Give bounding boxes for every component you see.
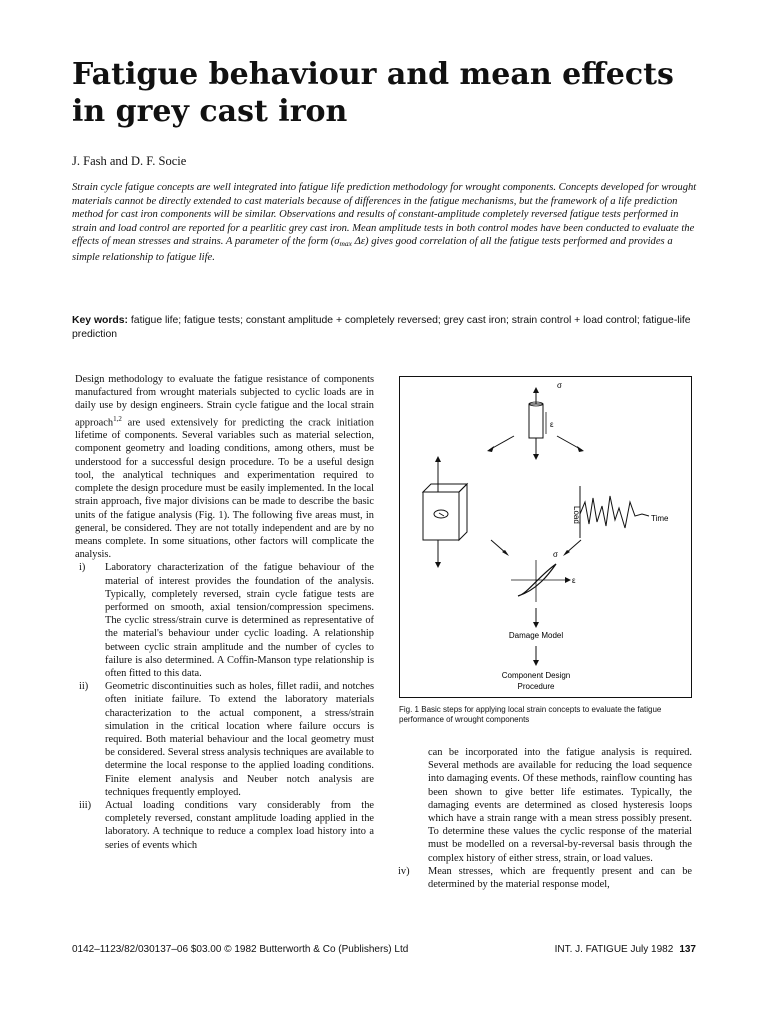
analysis-steps-list-continued — [398, 865, 692, 891]
arrow-diagonal-icon — [487, 446, 494, 452]
arrow-down-icon — [533, 660, 539, 666]
keywords — [72, 314, 702, 341]
list-item-number: ii) — [79, 681, 89, 693]
sigma-label-top: σ — [557, 381, 562, 390]
footer-journal — [555, 944, 696, 955]
arrow-right-icon — [565, 577, 571, 583]
list-item — [75, 561, 374, 680]
analysis-steps-list — [75, 561, 374, 851]
list-item-text: Mean stresses, which are frequently present and can be determined by the material response model, — [428, 865, 692, 891]
arrow-down-icon — [435, 562, 441, 568]
journal-citation: INT. J. FATIGUE July 1982 — [554, 944, 674, 955]
list-item — [398, 865, 692, 891]
figure-border — [400, 377, 692, 698]
authors: J. Fash and D. F. Socie — [72, 154, 187, 168]
load-axis-label: Load — [572, 506, 581, 524]
epsilon-label-top: ε — [550, 420, 554, 429]
procedure-label: Procedure — [517, 682, 555, 691]
damage-model-label: Damage Model — [508, 631, 564, 640]
list-item — [75, 799, 374, 852]
abstract — [72, 181, 702, 265]
list-item-number: i) — [79, 562, 86, 574]
abstract-subscript: max — [339, 239, 353, 249]
intro-paragraph — [75, 373, 374, 561]
figure-1 — [399, 376, 692, 698]
paper-title: Fatigue behaviour and mean effects in grey cast iron — [72, 57, 674, 129]
figure-1-diagram — [399, 376, 692, 698]
keywords-text: fatigue life; fatigue tests; constant amplitude + completely reversed; grey cast iron; strain control + load control; fatigue-life prediction — [72, 315, 691, 340]
keywords-label: Key words: — [72, 315, 129, 326]
continued-paragraph: can be incorporated into the fatigue analysis is required. Several methods are available for reducing the load sequence into damaging events. Of these methods, rainflow counting has been shown to give better life estimates. Typically, the damaging events are determined as closed hysteresis loops which have a strain range with a mean stress possibly present. To determine these values the cyclic response of the material must be modelled on a reversal-by-reversal basis through the complex history of either stress, strain, or load values. — [428, 747, 692, 864]
sigma-label-loop: σ — [553, 550, 558, 559]
intro-text-a: Design methodology to evaluate the fatigue resistance of components manufactured from wrought materials subjected to cyclic loads are in daily use by design engineers. Strain cycle fatigue and the local strain approach — [75, 374, 374, 429]
component-block-icon — [423, 492, 459, 540]
component-design-label: Component Design — [501, 671, 571, 680]
figure-caption: Fig. 1 Basic steps for applying local strain concepts to evaluate the fatigue performance of wrought components — [399, 705, 662, 724]
abstract-text-1: Strain cycle fatigue concepts are well integrated into fatigue life prediction methodology for wrought components. Concepts developed for wrought materials cannot be directly extended to cast materials because of differences in the fatigue mechanisms, but the framework of a life prediction method for cast iron components will be similar. Observations and results of constant-amplitude completely reversed fatigue tests performed in strain and load control are reported for a pearlitic grey cast iron. Mean amplitude tests in both control modes have been conducted to evaluate the effects of mean stresses and strains. A parameter of the form (σ — [72, 182, 697, 248]
list-item-text: Actual loading conditions vary considerably from the completely reversed, constant amplitude loading applied in the laboratory. A technique to reduce a complex load history into a series of events which — [105, 799, 374, 851]
load-history-waveform — [580, 496, 649, 528]
axial-specimen-icon — [529, 404, 543, 438]
left-column — [75, 373, 374, 852]
list-item-text: Laboratory characterization of the fatigue behaviour of the material of interest provides the foundation of the analysis. Typically, completely reversed, strain cycle fatigue tests are performed on smooth, axial tension/compression specimens. The cyclic stress/strain curve is determined as representative of the material's behaviour under cyclic loading. A relationship between cyclic strain amplitude and the number of cycles to failure is also determined. A Coffin-Manson type relationship is often fitted to this data. — [105, 562, 374, 679]
intro-reference: 1,2 — [113, 414, 122, 423]
footer-copyright: 0142–1123/82/030137–06 $03.00 © 1982 Butterworth & Co (Publishers) Ltd — [72, 944, 409, 955]
abstract-text-2: Δε) gives good correlation of all the fatigue tests performed and provides a simple relationship to fatigue life. — [72, 236, 673, 263]
list-item — [75, 680, 374, 799]
list-item-number: iii) — [79, 799, 92, 811]
time-axis-label: Time — [651, 514, 669, 523]
list-item-text: Geometric discontinuities such as holes, fillet radii, and notches often initiate failure. To extend the laboratory materials characterization to the actual component, a stress/strain simulation in the critical location where failure occurs is required. Both material behaviour and the local geometry must be considered. Several stress analysis techniques are available to determine the local response to the applied loading conditions. Finite element analysis and Neuber notch analysis are techniques frequently employed. — [105, 681, 374, 798]
right-column — [398, 746, 692, 891]
arrow-up-icon — [533, 387, 539, 393]
epsilon-label-loop: ε — [572, 576, 576, 585]
arrow-up-icon — [435, 456, 441, 462]
arrow-down-icon — [533, 454, 539, 460]
page-number: 137 — [679, 944, 696, 955]
list-item-number: iv) — [398, 865, 410, 877]
arrow-down-icon — [533, 622, 539, 628]
intro-text-b: are used extensively for predicting the crack initiation lifetime of components. Several variables such as material selection, component geometry and loading conditions, among others, must be understood for a successful design procedure. To be a useful design tool, the analytical techniques and experimentation required to complete the design procedure must be easily implemented. In the local strain approach, five major divisions can be made to describe the basic units of the fatigue analysis (Fig. 1). The following five areas must, in general, be considered. They are not totally independent and are by no means complete. In some situations, other factors will complicate the analysis. — [75, 417, 374, 561]
arrow-diagonal-icon — [577, 446, 584, 452]
